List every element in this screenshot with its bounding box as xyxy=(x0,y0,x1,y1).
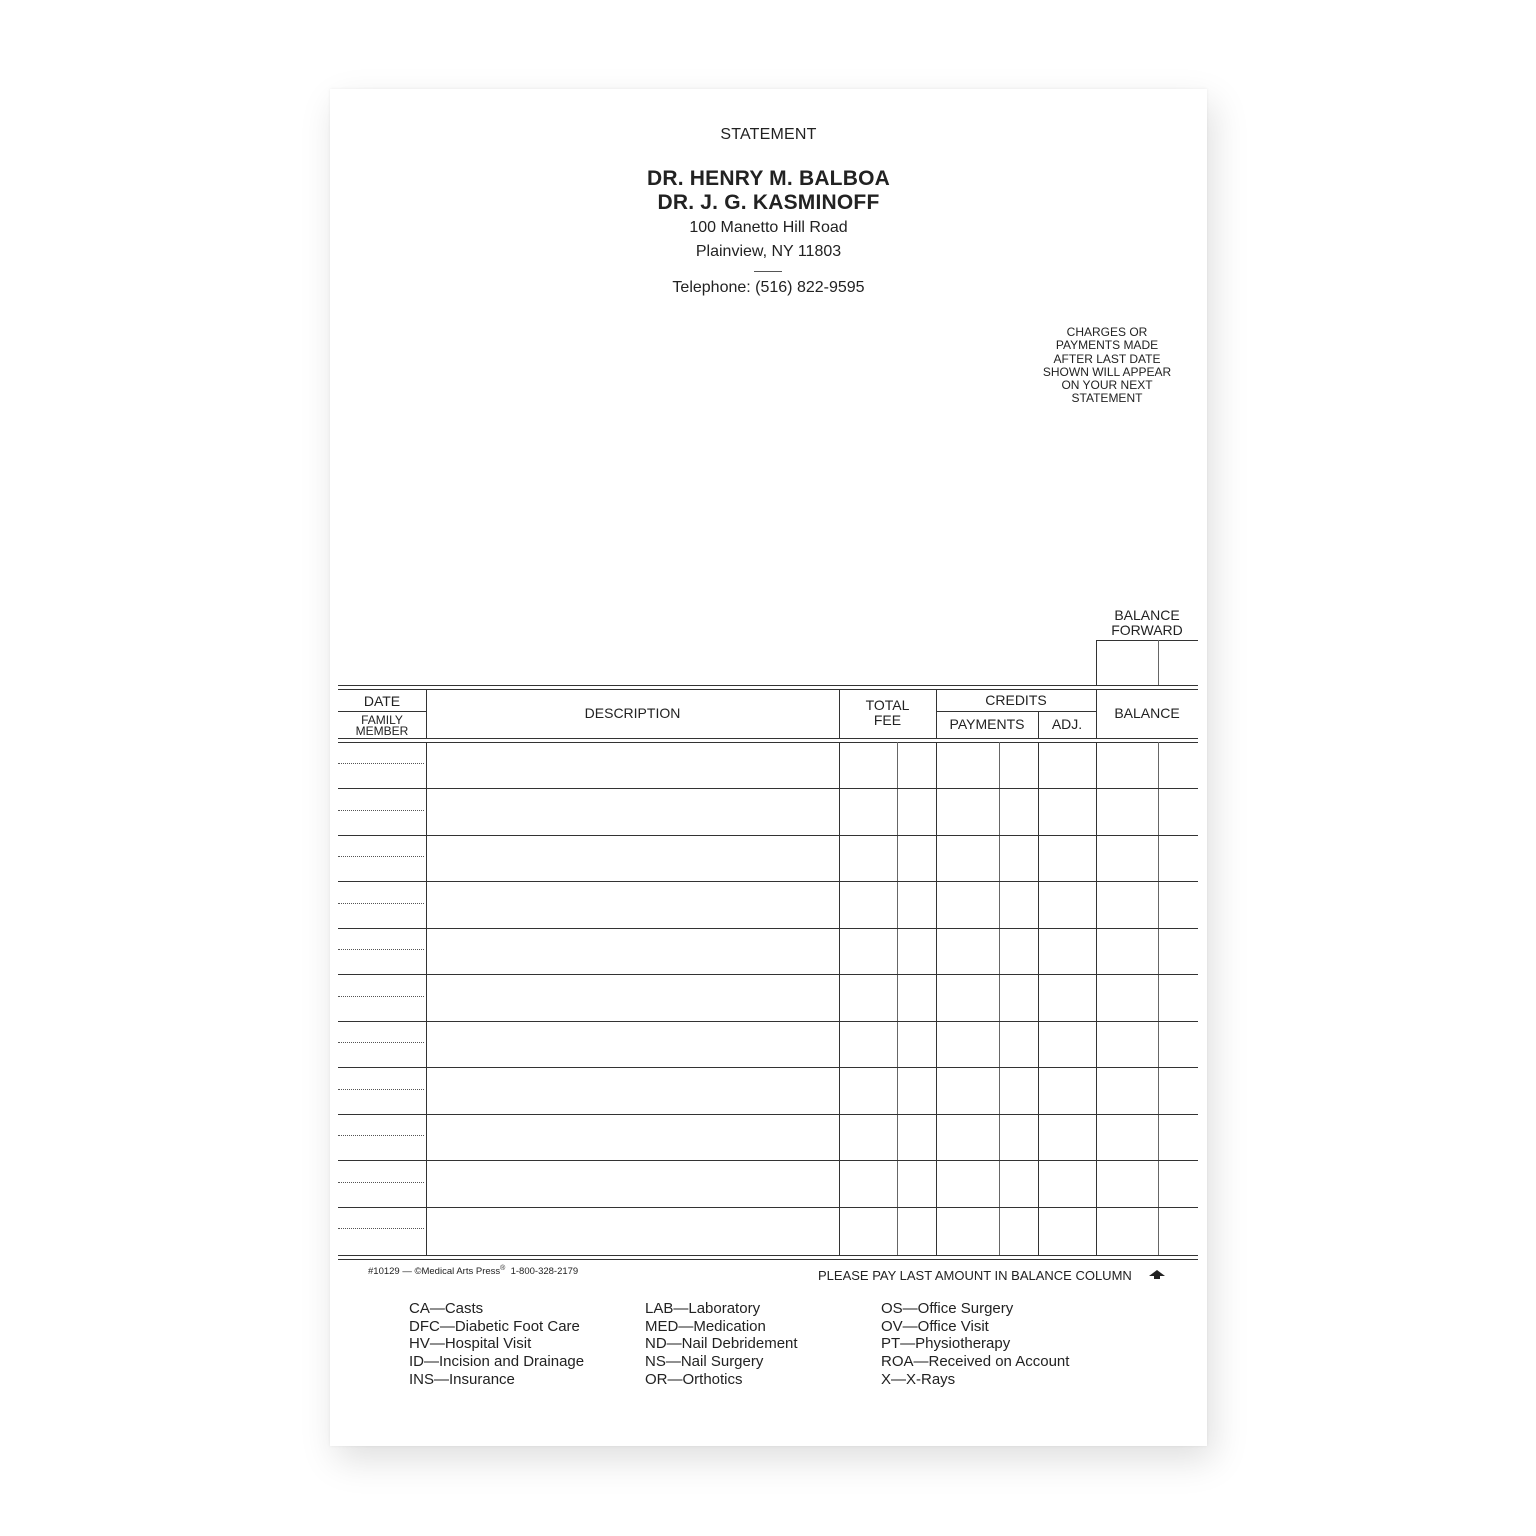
body-col-divider xyxy=(839,742,840,1256)
legend-column-3 xyxy=(881,1300,1069,1389)
notice-line: CHARGES OR xyxy=(1066,325,1148,339)
balance-forward-box-left xyxy=(1096,640,1097,685)
telephone: Telephone: (516) 822-9595 xyxy=(672,279,865,296)
credits-subdivider xyxy=(936,711,1096,712)
body-col-divider xyxy=(1096,742,1097,1256)
family-member-field xyxy=(338,903,424,904)
notice-line: PAYMENTS MADE xyxy=(1055,338,1159,353)
legend-item: ID—Incision and Drainage xyxy=(409,1353,585,1371)
legend-item: CA—Casts xyxy=(409,1300,484,1317)
table-bottom-rule xyxy=(338,1259,1198,1260)
balance-forward-box-top xyxy=(1096,640,1198,641)
address-city: Plainview, NY 11803 xyxy=(695,243,842,260)
doctor-name-1: DR. HENRY M. BALBOA xyxy=(647,167,890,190)
family-member-field xyxy=(338,996,424,997)
form-number: #10129 — ©Medical Arts Press® 1-800-328-2179 xyxy=(368,1265,579,1278)
arrow-up-icon xyxy=(1148,1269,1166,1281)
col-total-fee: TOTAL FEE xyxy=(865,697,910,728)
statement-notice xyxy=(1026,326,1188,406)
legend-column-1 xyxy=(409,1300,584,1389)
legend-item: LAB—Laboratory xyxy=(645,1300,761,1317)
col-payments: PAYMENTS xyxy=(949,716,1025,732)
doctor-name-2: DR. J. G. KASMINOFF xyxy=(657,191,880,214)
table-row xyxy=(338,1021,1198,1022)
table-row xyxy=(338,974,1198,975)
col-date: DATE xyxy=(363,693,401,709)
family-member-field xyxy=(338,856,424,857)
family-member-field xyxy=(338,763,424,764)
col-family-member: FAMILY MEMBER xyxy=(355,713,409,738)
family-member-field xyxy=(338,1135,424,1136)
header-bottom-rule xyxy=(338,742,1198,743)
body-col-divider xyxy=(426,742,427,1256)
family-member-field xyxy=(338,1089,424,1090)
col-balance: BALANCE xyxy=(1114,705,1180,721)
header-divider xyxy=(754,271,782,272)
legend-item: OV—Office Visit xyxy=(881,1317,989,1335)
legend-item: NS—Nail Surgery xyxy=(645,1353,764,1371)
address-street: 100 Manetto Hill Road xyxy=(689,219,848,236)
legend-item: DFC—Diabetic Foot Care xyxy=(409,1317,580,1335)
balance-forward-label: BALANCE FORWARD xyxy=(1111,607,1183,638)
legend-item: HV—Hospital Visit xyxy=(409,1335,532,1353)
legend-item: X—X-Rays xyxy=(881,1370,956,1388)
table-row xyxy=(338,835,1198,836)
col-credits: CREDITS xyxy=(985,692,1047,708)
family-member-field xyxy=(338,1182,424,1183)
family-member-field xyxy=(338,810,424,811)
date-subdivider xyxy=(338,711,426,712)
table-bottom-rule xyxy=(338,1255,1198,1256)
table-top-rule xyxy=(338,689,1198,690)
legend-item: INS—Insurance xyxy=(409,1370,515,1388)
notice-line: AFTER LAST DATE xyxy=(1053,351,1161,366)
table-top-rule xyxy=(338,685,1198,686)
legend-item: PT—Physiotherapy xyxy=(881,1335,1011,1353)
body-col-divider xyxy=(999,742,1000,1256)
table-row xyxy=(338,928,1198,929)
table-row xyxy=(338,881,1198,882)
body-col-divider xyxy=(1158,742,1159,1256)
legend-item: MED—Medication xyxy=(645,1317,766,1335)
statement-form xyxy=(330,89,1207,1446)
body-col-divider xyxy=(936,742,937,1256)
table-row xyxy=(338,1067,1198,1068)
family-member-field xyxy=(338,1042,424,1043)
col-description: DESCRIPTION xyxy=(584,705,681,721)
table-row xyxy=(338,1160,1198,1161)
legend-item: OR—Orthotics xyxy=(645,1370,743,1388)
header-bottom-rule xyxy=(338,738,1198,739)
col-adj: ADJ. xyxy=(1051,716,1083,732)
body-col-divider xyxy=(1038,742,1039,1256)
table-row xyxy=(338,1207,1198,1208)
form-title: STATEMENT xyxy=(720,126,817,143)
table-row xyxy=(338,1114,1198,1115)
family-member-field xyxy=(338,1228,424,1229)
legend-item: ROA—Received on Account xyxy=(881,1353,1070,1371)
balance-forward-box-divider xyxy=(1158,640,1159,685)
family-member-field xyxy=(338,949,424,950)
notice-line: ON YOUR NEXT xyxy=(1061,378,1153,393)
legend-item: OS—Office Surgery xyxy=(881,1300,1014,1317)
table-row xyxy=(338,788,1198,789)
legend-item: ND—Nail Debridement xyxy=(645,1335,798,1353)
notice-line: STATEMENT xyxy=(1071,391,1143,406)
notice-line: SHOWN WILL APPEAR xyxy=(1042,364,1172,379)
pay-instruction: PLEASE PAY LAST AMOUNT IN BALANCE COLUMN xyxy=(818,1268,1132,1283)
body-col-divider xyxy=(897,742,898,1256)
legend-column-2 xyxy=(645,1300,798,1389)
